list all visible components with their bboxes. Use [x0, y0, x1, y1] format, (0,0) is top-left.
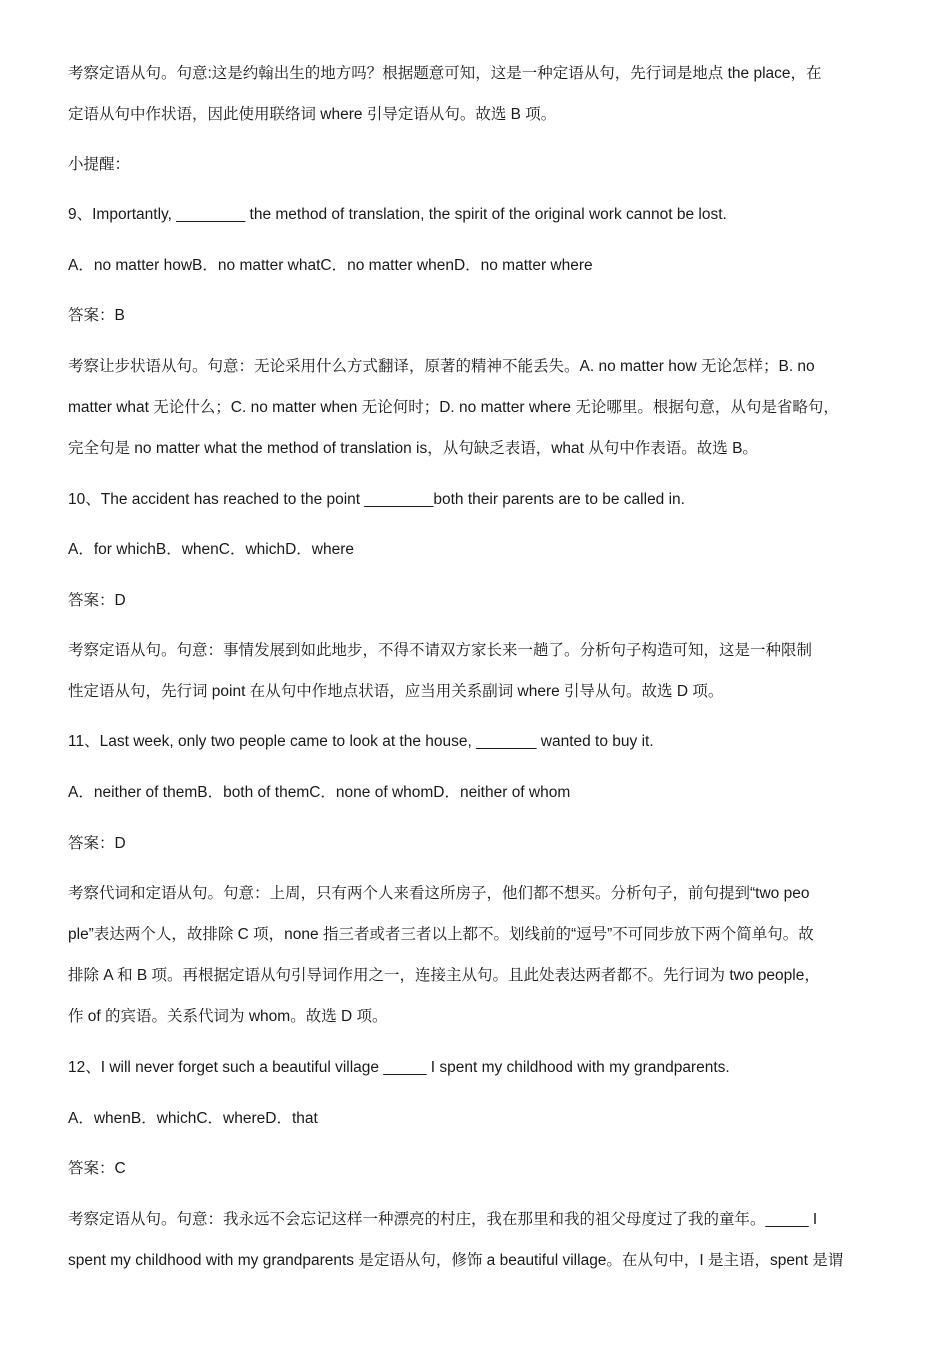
explanation-line: 完全句是 no matter what the method of translation is，从句缺乏表语，what 从句中作表语。故选 B。 [68, 440, 758, 457]
explanation-line: 考察定语从句。句意：我永远不会忘记这样一种漂亮的村庄，我在那里和我的祖父母度过了我的童年。_____ I [68, 1211, 818, 1228]
question-9: 9、Importantly, ________ the method of translation, the spirit of the original work cannot be lost. [68, 206, 727, 223]
options-9: A．no matter howB．no matter whatC．no matter whenD．no matter where [68, 257, 593, 274]
answer-11: 答案：D [68, 835, 126, 852]
answer-9: 答案：B [68, 307, 125, 324]
explanation-line: 性定语从句，先行词 point 在从句中作地点状语，应当用关系副词 where 引导从句。故选 D 项。 [68, 683, 724, 700]
options-12: A．whenB．whichC．whereD．that [68, 1110, 318, 1127]
tip-label: 小提醒： [68, 156, 131, 173]
question-11: 11、Last week, only two people came to look at the house, _______ wanted to buy it. [68, 733, 654, 750]
options-11: A．neither of themB．both of themC．none of whomD．neither of whom [68, 784, 571, 801]
answer-12: 答案：C [68, 1160, 126, 1177]
explanation-line: 考察定语从句。句意:这是约翰出生的地方吗？根据题意可知，这是一种定语从句，先行词是地点 the place，在 [68, 65, 822, 82]
explanation-line: ple”表达两个人，故排除 C 项，none 指三者或者三者以上都不。划线前的“逗号”不可同步放下两个简单句。故 [68, 926, 814, 943]
explanation-line: 排除 A 和 B 项。再根据定语从句引导词作用之一，连接主从句。且此处表达两者都不。先行词为 two people， [68, 967, 820, 984]
explanation-line: 定语从句中作状语，因此使用联络词 where 引导定语从句。故选 B 项。 [68, 106, 557, 123]
question-12: 12、I will never forget such a beautiful village _____ I spent my childhood with my grandparents. [68, 1059, 730, 1076]
answer-10: 答案：D [68, 592, 126, 609]
explanation-line: 作 of 的宾语。关系代词为 whom。故选 D 项。 [68, 1008, 388, 1025]
explanation-line: 考察代词和定语从句。句意：上周，只有两个人来看这所房子，他们都不想买。分析句子，前句提到“two peo [68, 885, 810, 902]
explanation-line: spent my childhood with my grandparents 是定语从句，修饰 a beautiful village。在从句中，I 是主语，spent 是谓 [68, 1252, 844, 1269]
options-10: A．for whichB．whenC．whichD．where [68, 541, 354, 558]
explanation-line: matter what 无论什么；C. no matter when 无论何时；D. no matter where 无论哪里。根据句意，从句是省略句， [68, 399, 839, 416]
explanation-line: 考察让步状语从句。句意：无论采用什么方式翻译，原著的精神不能丢失。A. no matter how 无论怎样；B. no [68, 358, 815, 375]
question-10: 10、The accident has reached to the point ________both their parents are to be called in. [68, 491, 685, 508]
explanation-line: 考察定语从句。句意：事情发展到如此地步，不得不请双方家长来一趟了。分析句子构造可知，这是一种限制 [68, 642, 813, 659]
